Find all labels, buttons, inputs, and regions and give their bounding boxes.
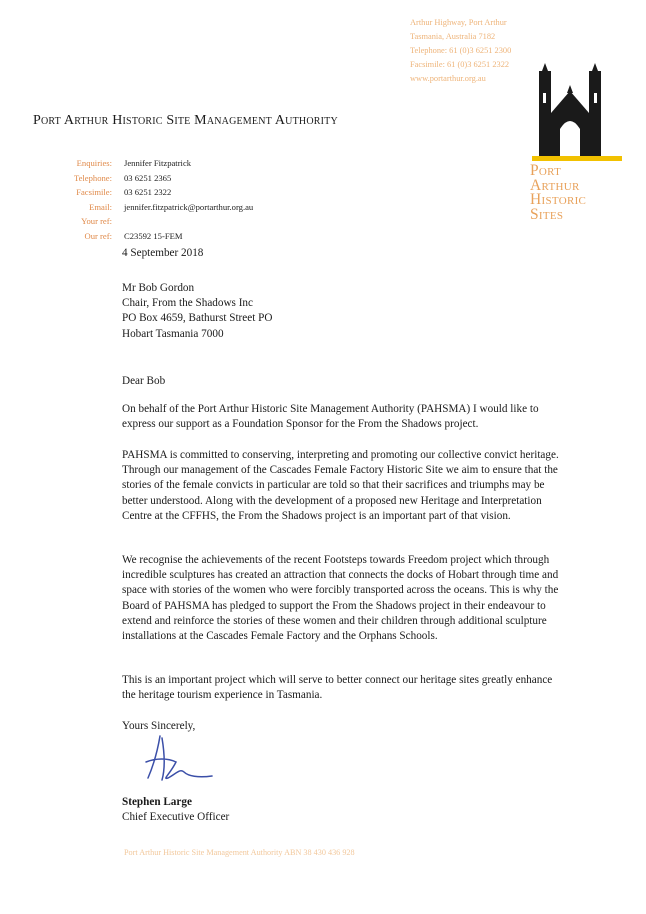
footer: Port Arthur Historic Site Management Authority ABN 38 430 436 928 [124,848,355,857]
meta-row [40,229,253,244]
logo-line: Historic [530,191,587,208]
meta-row [40,156,253,171]
meta-value: C23592 15-FEM [124,230,183,241]
meta-row [40,171,253,186]
paragraph [122,553,562,644]
signature-icon [140,728,215,788]
meta-value: 03 6251 2322 [124,187,172,197]
meta-value: 03 6251 2365 [124,172,172,183]
paragraph [122,673,562,703]
meta-label: Facsimile: [76,187,112,197]
address-line: www.portarthur.org.au [410,74,486,83]
meta-row [40,200,253,215]
paragraph [122,402,562,432]
letterhead-address [410,16,511,86]
recipient-line: Mr Bob Gordon [122,282,195,294]
church-icon [530,63,625,161]
meta-label: Our ref: [84,230,112,241]
signer-name: Stephen Large [122,796,192,808]
address-line: Tasmania, Australia 7182 [410,32,496,41]
recipient-line: Chair, From the Shadows Inc [122,297,253,310]
meta-label: Your ref: [81,216,112,226]
authority-name-text: Port Arthur Historic Site Management Authority [33,113,338,128]
address-line: Arthur Highway, Port Arthur [410,18,507,27]
recipient-line: PO Box 4659, Bathurst Street PO [122,312,273,325]
address-line: Telephone: 61 (0)3 6251 2300 [410,46,512,55]
logo-line: Port [530,162,562,179]
closing: Yours Sincerely, [122,720,196,732]
paragraph-text: PAHSMA is committed to conserving, interpreting and promoting our collective convict heritage. Through our management of the Cascades Female Factory Historic Site we aim to ensure that the stories of the female convicts in particular are told so that their sacrifices and triumphs may be better understood. Along with the development of a proposed new Heritage and Interpretation Centre at the CFFHS, the From the Shadows project is an important part of that vision. [122,449,559,522]
meta-value: jennifer.fitzpatrick@portarthur.org.au [124,201,254,212]
meta-label: Email: [89,201,112,212]
paragraph-text: On behalf of the Port Arthur Historic Site Management Authority (PAHSMA) I would like to express our support as a Foundation Sponsor for the From the Shadows project. [122,403,539,431]
logo-line: Sites [530,205,564,223]
signer-block [122,795,562,825]
paragraph [122,448,562,524]
letter-date: 4 September 2018 [122,247,204,259]
recipient-address [122,281,562,342]
meta-row [40,214,253,229]
recipient-line: Hobart Tasmania 7000 [122,327,224,340]
meta-label: Enquiries: [76,158,112,168]
meta-value: Jennifer Fitzpatrick [124,158,192,168]
authority-name [33,113,338,129]
signer-title: Chief Executive Officer [122,811,230,824]
paragraph-text: We recognise the achievements of the recent Footsteps towards Freedom project which through incredible sculptures has created an attraction that connects the docks of Hobart through time and space with stories of the women who were forcibly transported across the oceans. This is why the Board of PAHSMA has pledged to support the From the Shadows project in their endeavour to extend and reinforce the stories of these women and their children through additional sculpture installations at the Cascades Female Factory and the Orphans Schools. [122,554,559,643]
paragraph-text: This is an important project which will serve to better connect our heritage sites greatly enhance the heritage tourism experience in Tasmania. [122,674,553,702]
enquiry-details [40,156,253,243]
meta-row [40,185,253,200]
meta-label: Telephone: [73,172,112,183]
logo-line: Arthur [530,176,580,194]
salutation: Dear Bob [122,375,166,387]
handwritten-signature [140,728,215,793]
port-arthur-logo [530,63,625,222]
logo-wordmark [530,164,625,222]
address-line: Facsimile: 61 (0)3 6251 2322 [410,60,510,69]
